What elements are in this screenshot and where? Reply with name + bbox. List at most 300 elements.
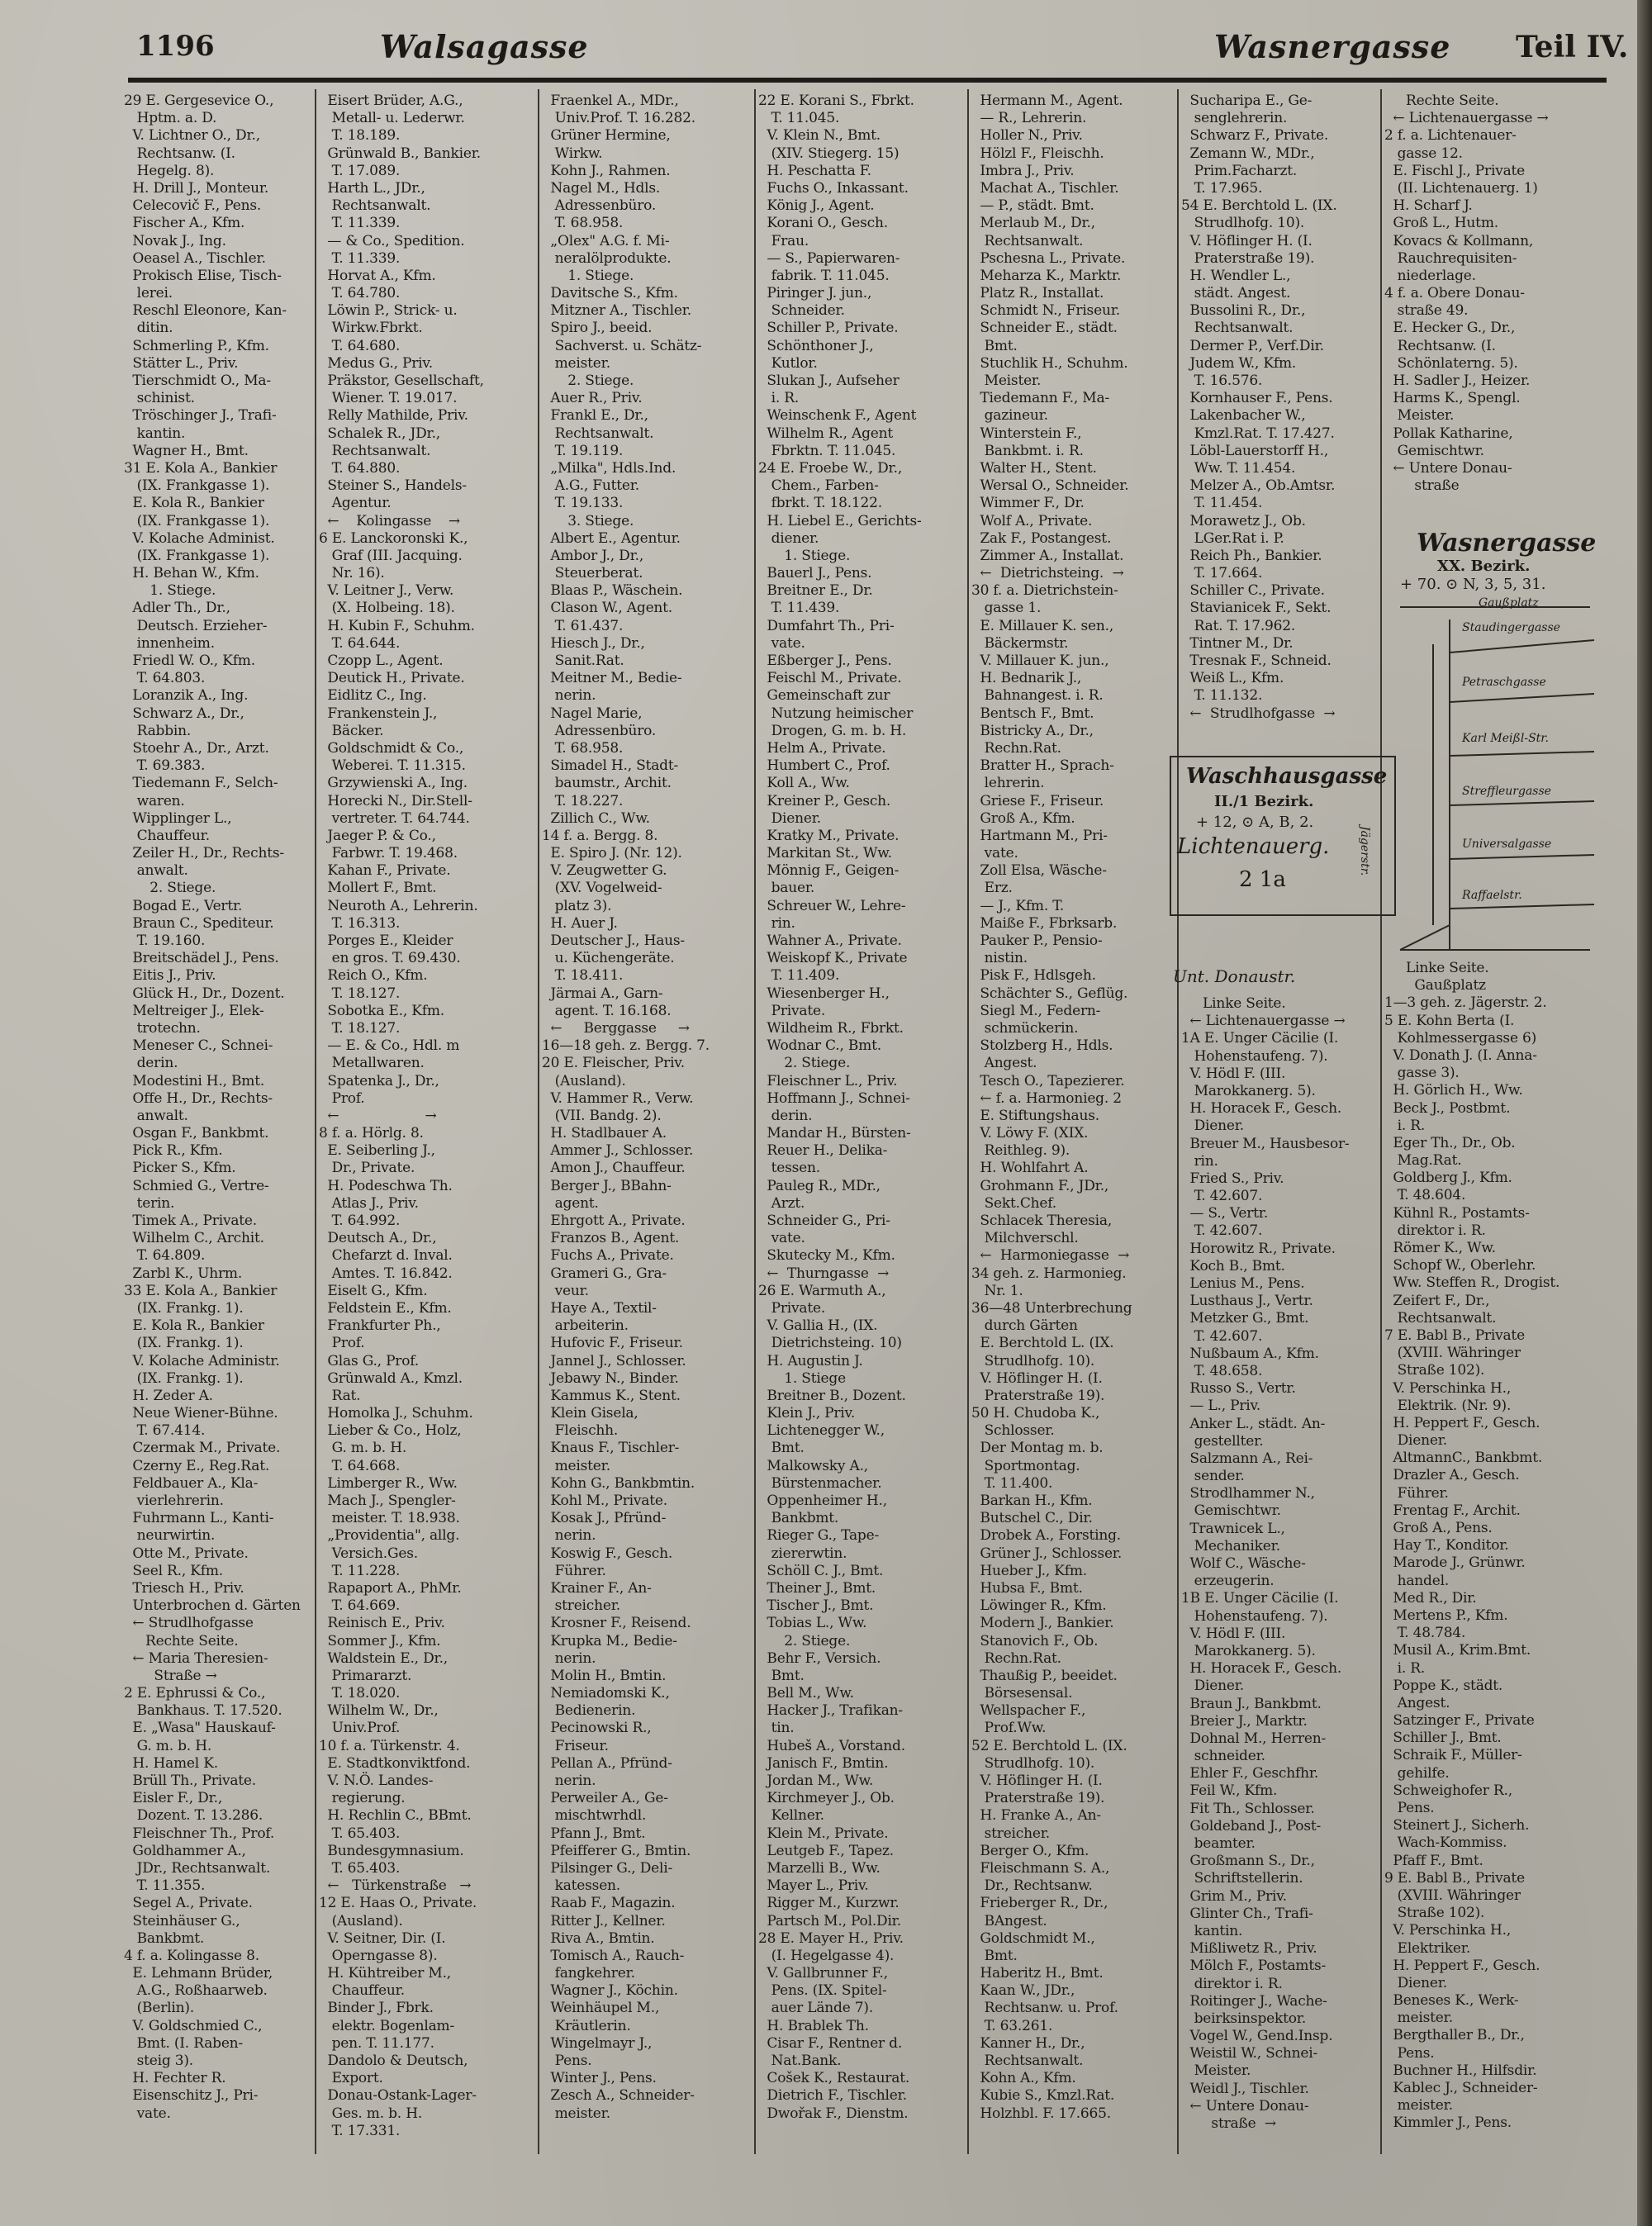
directory-entry-line: Roitinger J., Wache- — [1181, 1992, 1327, 2010]
directory-entry-line: Perweiler A., Ge- — [542, 1790, 668, 1807]
directory-entry-line: Offe H., Dr., Rechts- — [124, 1089, 273, 1107]
directory-entry-line: Reich Ph., Bankier. — [1181, 547, 1322, 564]
directory-entry-line: derin. — [124, 1055, 178, 1072]
directory-entry-line: Primararzt. — [319, 1667, 412, 1684]
directory-entry-line: Platz R., Installat. — [971, 285, 1104, 302]
directory-entry-line: 1. Stiege. — [124, 582, 216, 600]
directory-entry-line: Wingelmayr J., — [542, 2034, 653, 2052]
directory-entry-line: Breier J., Marktr. — [1181, 1712, 1308, 1730]
directory-entry-line: H. Bednarik J., — [971, 670, 1082, 687]
directory-entry-line: 1B E. Unger Cäcilie (I. — [1181, 1590, 1339, 1607]
directory-entry-line: Strudlhofg. 10). — [971, 1754, 1095, 1772]
directory-entry-line: nerin. — [542, 1649, 596, 1667]
directory-entry-line: Gemischtwr. — [1181, 1502, 1281, 1520]
directory-entry-line: Zoll Elsa, Wäsche- — [971, 862, 1107, 880]
directory-entry-line: Kohl M., Private. — [542, 1493, 667, 1509]
directory-entry-line: (Ausland). — [319, 1912, 403, 1929]
directory-entry-line: Bäcker. — [319, 722, 384, 739]
directory-entry-line: Bundesgymnasium. — [319, 1842, 464, 1859]
directory-entry-line: Marokkanerg. 5). — [1181, 1082, 1316, 1099]
directory-entry-line: Dandolo & Deutsch, — [319, 2053, 468, 2069]
directory-entry-line: E. Berchtold L. (IX. — [971, 1335, 1114, 1352]
directory-entry-line: Bmt. — [971, 337, 1018, 354]
directory-entry-line: Univ.Prof. T. 16.282. — [542, 110, 695, 127]
directory-entry-line: Prof. — [319, 1335, 365, 1352]
directory-entry-line: Straße 102). — [1384, 1362, 1485, 1379]
directory-entry-line: — J., Kfm. T. — [971, 897, 1065, 914]
directory-entry-line: Löbl-Lauerstorff H., — [1181, 442, 1329, 459]
directory-entry-line: Angest. — [1384, 1694, 1450, 1711]
directory-entry-line: AltmannC., Bankbmt. — [1384, 1450, 1543, 1467]
directory-entry-line: H. Kubin F., Schuhm. — [319, 617, 475, 634]
directory-entry-line: Schneider G., Pri- — [758, 1213, 890, 1229]
directory-entry-line: neurwirtin. — [124, 1527, 216, 1545]
map-street-label: Universalgasse — [1462, 838, 1552, 851]
directory-entry-line: Wirkw.Fbrkt. — [319, 320, 423, 337]
directory-entry-line: Seel R., Kfm. — [124, 1562, 223, 1579]
directory-entry-line: V. Klein N., Bmt. — [758, 127, 881, 145]
directory-entry-line: Thaußig P., beeidet. — [971, 1667, 1118, 1684]
directory-entry-line: Simadel H., Stadt- — [542, 757, 679, 775]
directory-entry-line: Bratter H., Sprach- — [971, 757, 1114, 775]
column-divider — [1380, 89, 1382, 2154]
directory-entry-line: Sucharipa E., Ge- — [1181, 93, 1313, 109]
directory-entry-line: ← Dietrichsteing. → — [971, 565, 1124, 582]
directory-entry-line: Ww. T. 11.454. — [1181, 459, 1296, 477]
directory-entry-line: Weiß L., Kfm. — [1181, 670, 1284, 687]
directory-entry-line: Frieberger R., Dr., — [971, 1895, 1108, 1912]
directory-entry-line: V. Zeugwetter G. — [542, 862, 667, 880]
directory-entry-line: Fleischmann S. A., — [971, 1859, 1110, 1877]
directory-entry-line: „Providentia", allg. — [319, 1527, 460, 1545]
directory-entry-line: — L., Priv. — [1181, 1398, 1261, 1415]
directory-entry-line: Bahnangest. i. R. — [971, 687, 1104, 705]
directory-entry-line: Nußbaum A., Kfm. — [1181, 1345, 1319, 1362]
directory-entry-line: T. 19.133. — [542, 495, 624, 512]
directory-entry-line: Mechaniker. — [1181, 1537, 1280, 1554]
directory-entry-line: Chauffeur. — [124, 827, 210, 844]
directory-entry-line: Fleischner L., Priv. — [758, 1072, 898, 1089]
directory-entry-line: T. 19.119. — [542, 442, 624, 459]
directory-entry-line: Hölzl F., Fleischh. — [971, 145, 1104, 162]
map-label-top: Gaußplatz — [1479, 596, 1539, 610]
directory-entry-line: Beneses K., Werk- — [1384, 1992, 1519, 2010]
directory-entry-line: regierung. — [319, 1790, 406, 1807]
directory-entry-line: Drobek A., Forsting. — [971, 1527, 1121, 1545]
directory-entry-line: Schmidt N., Friseur. — [971, 302, 1120, 320]
directory-entry-line: Chem., Farben- — [758, 477, 879, 495]
directory-entry-line: Grzywienski A., Ing. — [319, 775, 468, 792]
directory-entry-line: en gros. T. 69.430. — [319, 950, 461, 967]
directory-entry-line: vierlehrerin. — [124, 1493, 224, 1509]
directory-entry-line: Prof.Ww. — [971, 1720, 1047, 1737]
directory-entry-line: Grüner Hermine, — [542, 127, 671, 145]
directory-entry-line: Dwořak F., Dienstm. — [758, 2105, 909, 2122]
directory-entry-line: agent. T. 16.168. — [542, 1002, 672, 1019]
directory-entry-line: Pfaff F., Bmt. — [1384, 1852, 1483, 1869]
directory-entry-line: Kahan F., Private. — [319, 862, 451, 880]
directory-entry-line: T. 42.607. — [1181, 1327, 1263, 1345]
directory-entry-line: beamter. — [1181, 1835, 1256, 1852]
directory-entry-line: 5 E. Kohn Berta (I. — [1384, 1012, 1515, 1029]
directory-entry-line: T. 48.604. — [1384, 1187, 1466, 1204]
directory-entry-line: Kreiner P., Gesch. — [758, 792, 891, 809]
directory-entry-line: Schalek R., JDr., — [319, 425, 440, 442]
directory-entry-line: T. 65.403. — [319, 1825, 401, 1842]
directory-entry-line: Czopp L., Agent. — [319, 653, 444, 669]
directory-entry-line: Bmt. — [758, 1667, 805, 1684]
directory-entry-line: Helm A., Private. — [758, 739, 886, 757]
directory-entry-line: 34 geh. z. Harmonieg. — [971, 1265, 1127, 1282]
directory-entry-line: V. N.Ö. Landes- — [319, 1773, 434, 1789]
directory-entry-line: BAngest. — [971, 1912, 1047, 1929]
directory-entry-line: Blaas P., Wäschein. — [542, 582, 683, 600]
directory-entry-line: Weistil W., Schnei- — [1181, 2045, 1318, 2062]
directory-entry-line: Rechtsanwalt. — [1181, 320, 1294, 337]
directory-entry-line: Otte M., Private. — [124, 1545, 249, 1562]
directory-entry-line: T. 69.383. — [124, 757, 206, 775]
directory-entry-line: V. Löwy F. (XIX. — [971, 1125, 1089, 1142]
directory-entry-line: Kablec J., Schneider- — [1384, 2080, 1538, 2096]
directory-entry-line: steig 3). — [124, 2053, 194, 2069]
directory-entry-line: tin. — [758, 1720, 795, 1737]
directory-entry-line: T. 17.664. — [1181, 565, 1263, 582]
directory-entry-line: Ambor J., Dr., — [542, 547, 644, 564]
directory-entry-line: Wolf A., Private. — [971, 512, 1093, 529]
directory-entry-line: Rechtsanwalt. — [319, 442, 431, 459]
directory-entry-line: Eisenschitz J., Pri- — [124, 2087, 259, 2105]
directory-entry-line: T. 11.409. — [758, 967, 840, 985]
directory-entry-line: T. 11.439. — [758, 600, 840, 617]
directory-entry-line: innenheim. — [124, 634, 215, 652]
directory-entry-line: Diener. — [1384, 1974, 1448, 1991]
directory-entry-line: Vogel W., Gend.Insp. — [1181, 2028, 1333, 2045]
directory-entry-line: Leutgeb F., Tapez. — [758, 1842, 894, 1859]
directory-entry-line: Praterstraße 19). — [1181, 249, 1315, 267]
directory-entry-line: Klein M., Private. — [758, 1825, 889, 1842]
directory-entry-line: H. Liebel E., Gerichts- — [758, 512, 922, 529]
directory-entry-line: 6 E. Lanckoronski K., — [319, 529, 468, 547]
directory-entry-line: Nemiadomski K., — [542, 1685, 670, 1702]
directory-entry-line: Reinisch E., Priv. — [319, 1615, 445, 1632]
directory-entry-line: Schneider. — [758, 302, 845, 320]
directory-entry-line: Spatenka J., Dr., — [319, 1072, 439, 1089]
directory-entry-line: Deutick H., Private. — [319, 670, 465, 687]
directory-entry-line: Anker L., städt. An- — [1181, 1415, 1326, 1432]
directory-entry-line: H. Scharf J. — [1384, 197, 1473, 215]
directory-entry-line: Wipplinger L., — [124, 809, 232, 827]
directory-entry-line: Kräutlerin. — [542, 2017, 631, 2034]
directory-entry-line: Meneser C., Schnei- — [124, 1037, 273, 1055]
waschhausgasse-list — [1181, 995, 1378, 2226]
directory-entry-line: Limberger R., Ww. — [319, 1474, 458, 1492]
directory-entry-line: Tischer J., Bmt. — [758, 1597, 874, 1615]
directory-entry-line: Korani O., Gesch. — [758, 215, 888, 232]
directory-entry-line: ← Lichtenauergasse → — [1384, 110, 1549, 127]
column-divider — [1177, 89, 1179, 2154]
directory-entry-line: Kutlor. — [758, 354, 818, 372]
directory-entry-line: Grohmann F., JDr., — [971, 1177, 1109, 1194]
directory-entry-line: Bankbmt. i. R. — [971, 442, 1084, 459]
directory-entry-line: Grüner J., Schlosser. — [971, 1545, 1123, 1562]
directory-entry-line: E. Spiro J. (Nr. 12). — [542, 845, 682, 862]
directory-entry-line: Rigger M., Kurzwr. — [758, 1895, 900, 1912]
directory-entry-line: Harms K., Spengl. — [1384, 390, 1521, 407]
map-street-label: Raffaelstr. — [1462, 889, 1522, 902]
directory-entry-line: Grim M., Priv. — [1181, 1887, 1287, 1905]
directory-entry-line: Diener. — [1384, 1432, 1448, 1450]
directory-entry-line: Stätter L., Priv. — [124, 354, 239, 372]
directory-entry-line: Pellan A., Pfründ- — [542, 1754, 672, 1772]
directory-entry-line: waren. — [124, 792, 185, 809]
directory-entry-line: Fried S., Priv. — [1181, 1170, 1284, 1187]
directory-entry-line: Zeifert F., Dr., — [1384, 1292, 1490, 1309]
directory-entry-line: Schneider E., städt. — [971, 320, 1118, 337]
directory-entry-line: Metall- u. Lederwr. — [319, 110, 465, 127]
column-divider — [315, 89, 316, 2154]
directory-entry-line: Wilhelm R., Agent — [758, 425, 894, 442]
directory-entry-line: niederlage. — [1384, 267, 1476, 284]
directory-entry-line: T. 19.160. — [124, 933, 206, 949]
directory-entry-line: senglehrerin. — [1181, 110, 1288, 127]
directory-entry-line: Rat. — [319, 1387, 361, 1404]
directory-entry-line: 1. Stiege. — [758, 547, 851, 564]
directory-entry-line: kantin. — [1181, 1922, 1243, 1939]
directory-entry-line: Koch B., Bmt. — [1181, 1257, 1285, 1274]
directory-entry-line: Steiner S., Handels- — [319, 477, 467, 495]
directory-entry-line: Farbwr. T. 19.468. — [319, 845, 458, 862]
directory-entry-line: Wodnar C., Bmt. — [758, 1037, 881, 1055]
directory-entry-line: handel. — [1384, 1572, 1450, 1589]
directory-entry-line: T. 11.339. — [319, 215, 401, 232]
directory-entry-line: Hptm. a. D. — [124, 110, 217, 127]
directory-entry-line: Bentsch F., Bmt. — [971, 705, 1094, 722]
directory-entry-line: straße → — [1181, 2115, 1276, 2132]
directory-entry-line: Eisert Brüder, A.G., — [319, 93, 463, 109]
directory-entry-line: Poppe K., städt. — [1384, 1677, 1503, 1694]
directory-entry-line: E. Hecker G., Dr., — [1384, 320, 1516, 337]
directory-entry-line: Hacker J., Trafikan- — [758, 1702, 903, 1720]
directory-entry-line: T. 17.965. — [1181, 179, 1263, 197]
directory-entry-line: Relly Mathilde, Priv. — [319, 407, 468, 425]
inset-district: II./1 Bezirk. — [1214, 793, 1314, 810]
directory-entry-line: (IX. Frankg. 1). — [124, 1369, 244, 1387]
directory-entry-line: H. Augustin J. — [758, 1352, 863, 1369]
directory-entry-line: ← Untere Donau- — [1181, 2097, 1309, 2114]
directory-entry-line: (XVIII. Währinger — [1384, 1887, 1521, 1904]
wasnergasse-street-map — [1396, 595, 1598, 958]
directory-entry-line: Wimmer F., Dr. — [971, 495, 1085, 512]
directory-entry-line: Franzos B., Agent. — [542, 1230, 680, 1247]
directory-entry-line: T. 64.880. — [319, 459, 401, 477]
directory-entry-line: Rechte Seite. — [124, 1632, 239, 1649]
directory-entry-line: Pilsinger G., Deli- — [542, 1859, 672, 1877]
directory-entry-line: meister. T. 18.938. — [319, 1510, 460, 1527]
directory-entry-line: Kovacs & Kollmann, — [1384, 232, 1534, 249]
directory-entry-line: Lieber & Co., Holz, — [319, 1422, 462, 1440]
directory-entry-line: — S., Papierwaren- — [758, 249, 900, 267]
directory-entry-line: Timek A., Private. — [124, 1213, 257, 1229]
directory-entry-line: 2. Stiege. — [124, 880, 216, 897]
directory-entry-line: erzeugerin. — [1181, 1573, 1275, 1590]
directory-entry-line: Elektriker. — [1384, 1939, 1471, 1957]
directory-entry-line: 1. Stiege — [758, 1369, 846, 1387]
directory-entry-line: straße — [1384, 477, 1460, 495]
directory-entry-line: H. Peppert F., Gesch. — [1384, 1957, 1540, 1974]
directory-entry-line: V. Millauer K. jun., — [971, 653, 1109, 669]
directory-entry-line: Sommer J., Kfm. — [319, 1632, 441, 1649]
directory-entry-line: Feischl M., Private. — [758, 670, 902, 687]
directory-entry-line: Hermann M., Agent. — [971, 93, 1123, 109]
directory-entry-line: H. Stadlbauer A. — [542, 1125, 667, 1142]
directory-entry-line: Lusthaus J., Vertr. — [1181, 1293, 1313, 1310]
directory-entry-line: Feil W., Kfm. — [1181, 1782, 1278, 1800]
directory-entry-line: Kanner H., Dr., — [971, 2034, 1085, 2052]
directory-entry-line: Milchverschl. — [971, 1230, 1079, 1247]
directory-entry-line: meister. — [542, 1457, 610, 1474]
directory-entry-line: 4 f. a. Obere Donau- — [1384, 285, 1525, 302]
directory-entry-line: Melzer A., Ob.Amtsr. — [1181, 477, 1336, 495]
directory-entry-line: V. Gallia H., (IX. — [758, 1317, 878, 1335]
directory-entry-line: H. Franke A., An- — [971, 1807, 1101, 1825]
directory-entry-line: Behr F., Versich. — [758, 1649, 881, 1667]
directory-entry-line: T. 64.992. — [319, 1213, 401, 1229]
directory-entry-line: H. Sadler J., Heizer. — [1384, 373, 1531, 389]
directory-entry-line: Dr., Private. — [319, 1160, 415, 1177]
directory-entry-line: Elektrik. (Nr. 9). — [1384, 1397, 1512, 1414]
directory-entry-line: Schriftstellerin. — [1181, 1870, 1303, 1887]
directory-entry-line: Linke Seite. — [1384, 960, 1489, 976]
directory-entry-line: Butschel C., Dir. — [971, 1510, 1093, 1527]
directory-entry-line: Zesch A., Schneider- — [542, 2087, 695, 2105]
directory-entry-line: Segel A., Private. — [124, 1895, 253, 1912]
directory-entry-line: Adler Th., Dr., — [124, 600, 230, 617]
directory-entry-line: schneider. — [1181, 1748, 1265, 1765]
directory-entry-line: Kühnl R., Postamts- — [1384, 1204, 1530, 1222]
directory-entry-line: Reich O., Kfm. — [319, 967, 428, 985]
directory-entry-line: Albert E., Agentur. — [542, 529, 681, 547]
directory-entry-line: agent. — [542, 1194, 599, 1212]
directory-entry-line: Gaußplatz — [1384, 977, 1486, 994]
directory-entry-line: Meister. — [1384, 407, 1455, 425]
directory-entry-line: Stuchlik H., Schuhm. — [971, 354, 1128, 372]
directory-entry-line: Pfeifferer G., Bmtin. — [542, 1842, 691, 1859]
directory-entry-line: König J., Agent. — [758, 197, 875, 215]
directory-entry-line: T. 42.607. — [1181, 1222, 1263, 1240]
directory-entry-line: Spiro J., beeid. — [542, 320, 653, 337]
directory-entry-line: V. Kolache Administ. — [124, 529, 275, 547]
directory-entry-line: V. Donath J. (I. Anna- — [1384, 1047, 1537, 1064]
directory-entry-line: T. 64.668. — [319, 1457, 401, 1474]
directory-entry-line: T. 18.227. — [542, 792, 624, 809]
directory-entry-line: Koswig F., Gesch. — [542, 1545, 673, 1562]
directory-entry-line: Barkan H., Kfm. — [971, 1493, 1093, 1509]
directory-entry-line: Goldschmidt M., — [971, 1929, 1095, 1947]
directory-entry-line: Satzinger F., Private — [1384, 1712, 1535, 1730]
directory-entry-line: Griese F., Friseur. — [971, 792, 1104, 809]
map-street-label: Petraschgasse — [1462, 676, 1546, 689]
directory-entry-line: Breitner B., Dozent. — [758, 1387, 906, 1404]
directory-entry-line: G. m. b. H. — [124, 1737, 212, 1754]
directory-entry-line: Rechtsanwalt. — [1384, 1309, 1497, 1327]
directory-entry-line: Wahner A., Private. — [758, 933, 902, 949]
directory-column-1 — [124, 93, 312, 2226]
directory-entry-line: T. 67.414. — [124, 1422, 206, 1440]
directory-entry-line: Donau-Ostank-Lager- — [319, 2087, 477, 2105]
directory-entry-line: Steinert J., Sicherh. — [1384, 1817, 1530, 1834]
directory-entry-line: Wagner H., Bmt. — [124, 442, 249, 459]
directory-entry-line: nerin. — [542, 1773, 596, 1789]
directory-entry-line: Lenius M., Pens. — [1181, 1275, 1305, 1292]
directory-entry-line: (XVIII. Währinger — [1384, 1345, 1521, 1362]
directory-entry-line: Metzker G., Bmt. — [1181, 1310, 1309, 1327]
directory-entry-line: Kellner. — [758, 1807, 824, 1825]
directory-entry-line: Zeiler H., Dr., Rechts- — [124, 845, 284, 862]
directory-entry-line: Bedienerin. — [542, 1702, 636, 1720]
directory-entry-line: Römer K., Ww. — [1384, 1240, 1496, 1256]
wasnergasse-routes: + 70. ⊙ N, 3, 5, 31. — [1400, 576, 1546, 593]
directory-entry-line: Reuer H., Delika- — [758, 1142, 888, 1160]
directory-entry-line: Marode J., Grünwr. — [1384, 1554, 1526, 1572]
directory-entry-line: Schönlaterng. 5). — [1384, 354, 1518, 372]
directory-entry-line: T. 11.045. — [758, 110, 840, 127]
directory-entry-line: Bmt. — [971, 1947, 1018, 1964]
directory-entry-line: Strudlhofg. 10). — [1181, 215, 1305, 232]
directory-entry-line: T. 65.403. — [319, 1859, 401, 1877]
directory-entry-line: Meister. — [1181, 2062, 1251, 2080]
directory-entry-line: Rechn.Rat. — [971, 739, 1061, 757]
directory-entry-line: Kimmler J., Pens. — [1384, 2114, 1512, 2132]
directory-entry-line: E. Kola R., Bankier — [124, 495, 264, 512]
directory-entry-line: Slukan J., Aufseher — [758, 373, 900, 389]
map-street-label: Staudingergasse — [1462, 621, 1560, 634]
directory-entry-line: schmückerin. — [971, 1019, 1079, 1037]
directory-entry-line: Malkowsky A., — [758, 1457, 868, 1474]
directory-entry-line: Horvat A., Kfm. — [319, 267, 436, 284]
directory-entry-line: (IX. Frankg. 1). — [124, 1335, 244, 1352]
directory-entry-line: Siegl M., Federn- — [971, 1002, 1101, 1019]
directory-entry-line: H. Horacek F., Gesch. — [1181, 1100, 1342, 1118]
directory-entry-line: i. R. — [758, 390, 800, 407]
directory-entry-line: Medus G., Priv. — [319, 354, 434, 372]
directory-entry-line: katessen. — [542, 1877, 621, 1895]
directory-entry-line: Kohn A., Kfm. — [971, 2070, 1076, 2087]
directory-entry-line: diener. — [758, 529, 819, 547]
directory-entry-line: Zarbl K., Uhrm. — [124, 1265, 243, 1282]
directory-entry-line: T. 64.669. — [319, 1597, 401, 1615]
directory-entry-line: 50 H. Chudoba K., — [971, 1405, 1100, 1422]
directory-entry-line: Stoehr A., Dr., Arzt. — [124, 739, 269, 757]
directory-entry-line: Schopf W., Oberlehr. — [1384, 1257, 1536, 1274]
directory-entry-line: Czermak M., Private. — [124, 1440, 281, 1457]
directory-entry-line: Schmerling P., Kfm. — [124, 337, 269, 354]
directory-entry-line: Pschesna L., Private. — [971, 249, 1126, 267]
directory-entry-line: Schmied G., Vertre- — [124, 1177, 269, 1194]
directory-entry-line: vate. — [971, 845, 1018, 862]
directory-entry-line: ← Thurngasse → — [758, 1265, 890, 1282]
directory-entry-line: Friseur. — [542, 1737, 609, 1754]
directory-entry-line: ← Kolingasse → — [319, 512, 460, 529]
directory-entry-line: Oeasel A., Tischler. — [124, 249, 266, 267]
directory-entry-line: Trawnicek L., — [1181, 1520, 1285, 1537]
directory-entry-line: Schöll C. J., Bmt. — [758, 1562, 884, 1579]
inset-routes: + 12, ⊙ A, B, 2. — [1196, 814, 1314, 831]
directory-entry-line: 2. Stiege. — [542, 373, 634, 389]
directory-entry-line: V. Goldschmied C., — [124, 2017, 263, 2034]
directory-entry-line: H. Rechlin C., BBmt. — [319, 1807, 472, 1825]
directory-entry-line: Stolzberg H., Hdls. — [971, 1037, 1113, 1055]
directory-entry-line: (XV. Vogelweid- — [542, 880, 662, 897]
